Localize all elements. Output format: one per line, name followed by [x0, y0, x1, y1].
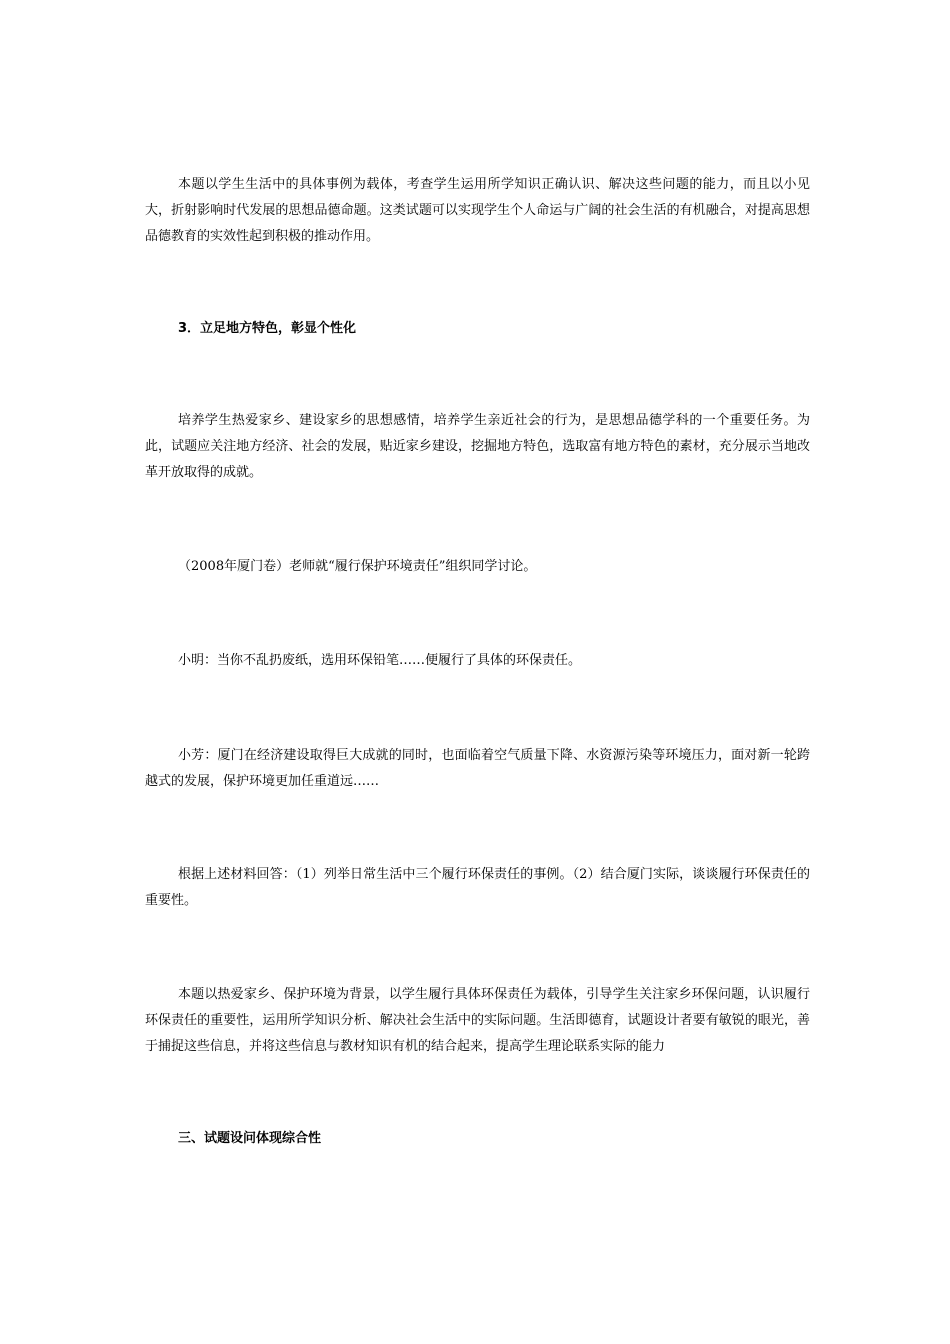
paragraph-xiaoming: 小明：当你不乱扔废纸，选用环保铅笔……便履行了具体的环保责任。 — [178, 653, 582, 668]
paragraph-exam-source: （2008年厦门卷）老师就“履行保护环境责任”组织同学讨论。 — [178, 559, 537, 574]
paragraph-question: 根据上述材料回答：（1）列举日常生活中三个履行环保责任的事例。（2）结合厦门实际，谈谈履行环保责任的重要性。 — [145, 867, 810, 908]
section-heading-comprehensive: 三、试题设问体现综合性 — [178, 1131, 322, 1146]
section-heading-local-features: 3．立足地方特色，彰显个性化 — [178, 321, 357, 336]
paragraph-xiaofang: 小芳：厦门在经济建设取得巨大成就的同时，也面临着空气质量下降、水资源污染等环境压力，面对新一轮跨越式的发展，保护环境更加任重道远…… — [145, 748, 810, 789]
paragraph-analysis: 本题以热爱家乡、保护环境为背景，以学生履行具体环保责任为载体，引导学生关注家乡环保问题，认识履行环保责任的重要性，运用所学知识分析、解决社会生活中的实际问题。生活即德育，试题设计者要有敏锐的眼光，善于捕捉这些信息，并将这些信息与教材知识有机的结合起来，提高学生理论联系实际的能力 — [145, 987, 810, 1054]
paragraph-local-features: 培养学生热爱家乡、建设家乡的思想感情，培养学生亲近社会的行为，是思想品德学科的一个重要任务。为此，试题应关注地方经济、社会的发展，贴近家乡建设，挖掘地方特色，选取富有地方特色的素材，充分展示当地改革开放取得的成就。 — [145, 413, 810, 480]
paragraph-intro-summary: 本题以学生生活中的具体事例为载体，考查学生运用所学知识正确认识、解决这些问题的能力，而且以小见大，折射影响时代发展的思想品德命题。这类试题可以实现学生个人命运与广阔的社会生活的有机融合，对提高思想品德教育的实效性起到积极的推动作用。 — [145, 177, 810, 244]
